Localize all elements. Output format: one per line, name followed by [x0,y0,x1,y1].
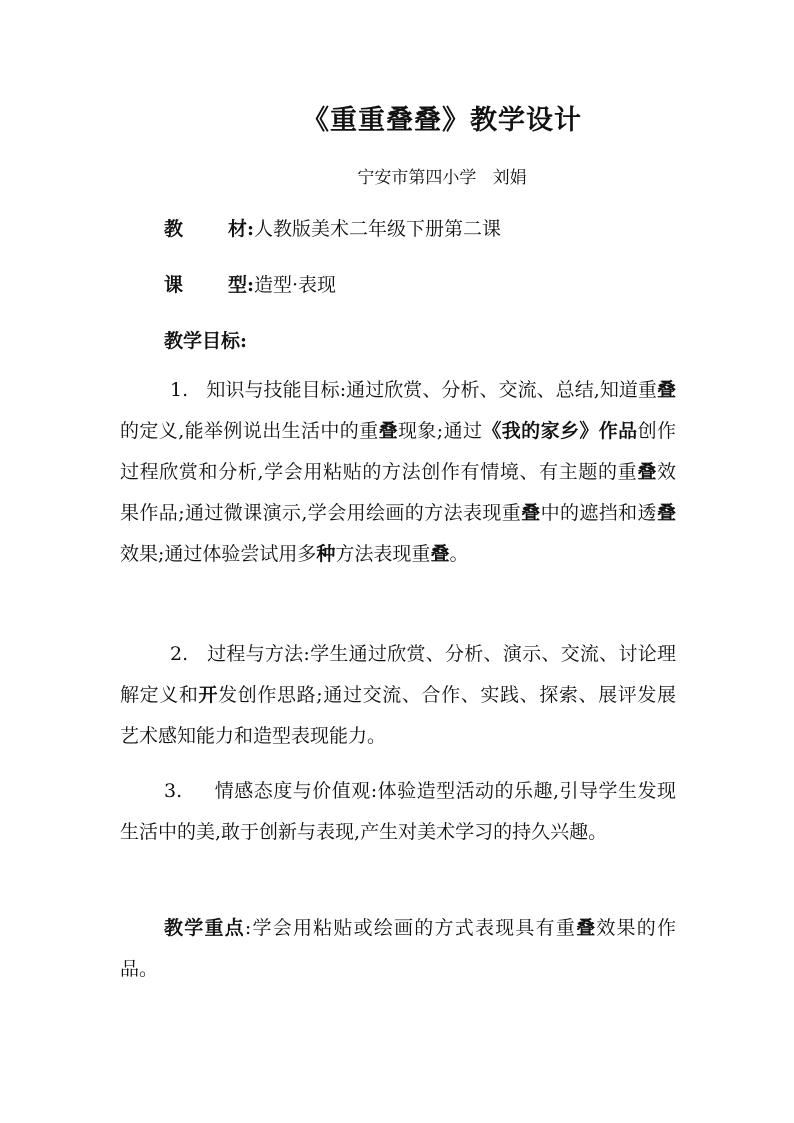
objective-1-bold: 叠 [430,543,450,565]
type-line [164,270,336,297]
objective-1-text: 。 [449,543,469,565]
key-point-text: 效果的作品。 [120,917,676,980]
objective-1-text: 的定义,能举例说出生活中的重 [120,420,379,442]
objective-3-paragraph [120,771,676,853]
objective-1-bold: 叠 [637,461,657,483]
objective-1-bold: 叠 [378,420,398,442]
objective-2-text: 过程与方法:学生通过欣赏、分析、演示、交流、讨论理解定义和 [120,643,676,706]
key-point-text: :学会用粘贴或绘画的方式表现具有重 [244,917,577,939]
type-label-last: 型: [228,274,255,296]
key-point-label: 教学重点 [164,917,245,939]
material-label-first: 教 [164,218,184,240]
objective-2-bold: 开 [198,684,219,706]
objective-1-text: 中的遮挡和透 [540,502,657,524]
objective-1-text: 方法表现重 [335,543,431,565]
document-title: 《重重叠叠》教学设计 [302,105,582,136]
type-label-first: 课 [164,274,184,296]
objective-1-text: 现象;通过 [398,420,483,442]
objective-1-bold: 叠 [521,502,541,524]
objective-1-text: 知识与技能目标:通过欣赏、分析、交流、总结,知道重 [206,379,657,401]
objective-2-paragraph [120,634,676,757]
objective-1-paragraph [120,370,676,575]
type-value: 造型·表现 [254,274,337,296]
objective-1-text: 创作过程欣赏和分析,学会用粘贴的方法创作有情境、有主题的重 [120,420,676,483]
objective-1-bold: 叠 [656,379,676,401]
key-point-paragraph [120,908,676,990]
objective-1-bold: 《我的家乡》作品 [482,420,638,442]
material-label-last: 材: [228,218,255,240]
material-value: 人教版美术二年级下册第二课 [254,218,502,240]
objective-1-text: 效果作品;通过微课演示,学会用绘画的方法表现重 [120,461,676,524]
objective-2-text: 发创作思路;通过交流、合作、实践、探索、展评发展艺术感知能力和造型表现能力。 [120,684,676,747]
objective-2-number: 2. [170,643,189,665]
objective-1-number: 1. [170,379,189,401]
author-line: 宁安市第四小学 刘娟 [357,168,527,188]
objective-1-text: 效果;通过体验尝试用多 [120,543,317,565]
key-point-bold: 叠 [576,917,597,939]
objective-3-number: 3. [164,780,183,802]
objective-1-bold: 叠 [656,502,676,524]
objective-3-text: 情感态度与价值观:体验造型活动的乐趣,引导学生发现生活中的美,敢于创新与表现,产生对美术学习的持久兴趣。 [120,780,676,843]
objectives-heading: 教学目标: [164,330,248,352]
material-line [164,214,501,241]
objective-1-bold: 种 [316,543,336,565]
